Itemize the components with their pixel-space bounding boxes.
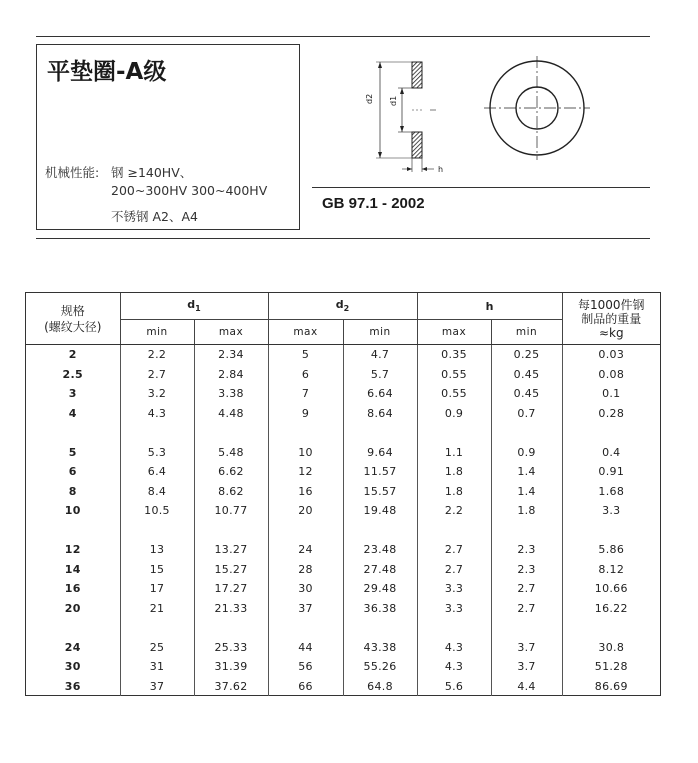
value-cell: 2.2 xyxy=(417,501,491,521)
table-row xyxy=(26,501,660,521)
spacer-cell xyxy=(562,521,660,541)
d1-header: $d_1$ xyxy=(120,293,268,320)
spec-header xyxy=(26,293,120,345)
value-cell: 1.4 xyxy=(491,482,562,502)
washer-drawing xyxy=(350,48,610,178)
upper-right-rule xyxy=(312,187,650,188)
value-cell: 0.03 xyxy=(598,348,625,362)
size-cell: 6 xyxy=(26,462,120,482)
value-cell: 1.8 xyxy=(491,501,562,521)
lower-rule xyxy=(36,238,650,239)
value-cell: 6 xyxy=(268,365,343,385)
value-cell: 13 xyxy=(120,540,194,560)
spacer-cell xyxy=(562,423,660,443)
value-cell: 8.4 xyxy=(120,482,194,502)
weight-header xyxy=(562,293,660,345)
spacer-cell xyxy=(343,521,417,541)
value-cell: 27.48 xyxy=(343,560,417,580)
value-cell: 10.66 xyxy=(594,582,628,596)
group-spacer xyxy=(26,423,660,443)
spacer-cell xyxy=(26,618,120,638)
value-cell: 23.48 xyxy=(343,540,417,560)
spacer-cell xyxy=(562,618,660,638)
value-cell: 6.4 xyxy=(120,462,194,482)
value-cell: 15.27 xyxy=(194,560,268,580)
value-cell: 4.4 xyxy=(491,677,562,697)
d1-max-header: max xyxy=(194,320,268,345)
value-cell: 37 xyxy=(120,677,194,697)
value-cell: 10.5 xyxy=(120,501,194,521)
value-cell: 19.48 xyxy=(343,501,417,521)
value-cell: 2.3 xyxy=(491,560,562,580)
value-cell: 86.69 xyxy=(594,679,628,693)
value-cell: 4.3 xyxy=(417,657,491,677)
value-cell: 4.3 xyxy=(120,404,194,424)
table-row xyxy=(26,365,660,385)
spacer-cell xyxy=(26,521,120,541)
value-cell: 17 xyxy=(120,579,194,599)
value-cell: 17.27 xyxy=(194,579,268,599)
weight-header-text: 每1000件钢 制品的重量 ≈kg xyxy=(578,297,645,340)
value-cell: 15 xyxy=(120,560,194,580)
value-cell: 55.26 xyxy=(343,657,417,677)
value-cell: 1.1 xyxy=(417,443,491,463)
size-cell: 30 xyxy=(26,657,120,677)
value-cell: 4.3 xyxy=(417,638,491,658)
value-cell: 21.33 xyxy=(194,599,268,619)
value-cell: 8.62 xyxy=(194,482,268,502)
section-view xyxy=(376,62,436,172)
value-cell: 0.7 xyxy=(491,404,562,424)
value-cell: 30 xyxy=(268,579,343,599)
value-cell: 3.38 xyxy=(194,384,268,404)
group-spacer xyxy=(26,521,660,541)
value-cell: 5.48 xyxy=(194,443,268,463)
spec-table xyxy=(26,293,660,696)
value-cell: 0.45 xyxy=(491,365,562,385)
value-cell: 3.7 xyxy=(491,657,562,677)
value-cell: 9 xyxy=(268,404,343,424)
value-cell: 13.27 xyxy=(194,540,268,560)
value-cell: 10 xyxy=(268,443,343,463)
value-cell: 2.7 xyxy=(417,540,491,560)
value-cell: 30.8 xyxy=(598,640,625,654)
spacer-cell xyxy=(120,423,194,443)
value-cell: 31.39 xyxy=(194,657,268,677)
value-cell: 28 xyxy=(268,560,343,580)
h-min-header: min xyxy=(491,320,562,345)
table-row xyxy=(26,384,660,404)
d2-header: $d_2$ xyxy=(268,293,417,320)
value-cell: 0.45 xyxy=(491,384,562,404)
size-cell: 5 xyxy=(26,443,120,463)
table-row xyxy=(26,579,660,599)
h-max-header: max xyxy=(417,320,491,345)
size-cell: 12 xyxy=(26,540,120,560)
d1-label: d1 xyxy=(389,95,398,106)
value-cell: 37 xyxy=(268,599,343,619)
d2-min-header: min xyxy=(343,320,417,345)
value-cell: 2.34 xyxy=(194,345,268,365)
value-cell: 10.77 xyxy=(194,501,268,521)
value-cell: 0.9 xyxy=(491,443,562,463)
table-row xyxy=(26,482,660,502)
value-cell: 5.6 xyxy=(417,677,491,697)
value-cell: 1.4 xyxy=(491,462,562,482)
value-cell: 5 xyxy=(268,345,343,365)
value-cell: 0.28 xyxy=(598,406,625,420)
standard-number: GB 97.1 - 2002 xyxy=(322,195,425,212)
properties-line-3: 不锈钢 A2、A4 xyxy=(111,209,198,224)
value-cell: 0.08 xyxy=(598,367,625,381)
value-cell: 51.28 xyxy=(594,660,628,674)
value-cell: 5.7 xyxy=(343,365,417,385)
value-cell: 2.7 xyxy=(491,599,562,619)
value-cell: 6.62 xyxy=(194,462,268,482)
d1-min-header: min xyxy=(120,320,194,345)
value-cell: 6.64 xyxy=(343,384,417,404)
spec-table-frame xyxy=(25,292,661,696)
d2-label: d2 xyxy=(365,93,374,104)
value-cell: 0.55 xyxy=(417,384,491,404)
table-row xyxy=(26,462,660,482)
value-cell: 25.33 xyxy=(194,638,268,658)
spacer-cell xyxy=(268,618,343,638)
table-row xyxy=(26,540,660,560)
spacer-cell xyxy=(194,521,268,541)
value-cell: 1.8 xyxy=(417,462,491,482)
value-cell: 21 xyxy=(120,599,194,619)
spacer-cell xyxy=(120,618,194,638)
value-cell: 8.64 xyxy=(343,404,417,424)
size-cell: 10 xyxy=(26,501,120,521)
spacer-cell xyxy=(417,618,491,638)
value-cell: 3.7 xyxy=(491,638,562,658)
properties-line-1: 钢 ≥140HV、 xyxy=(111,165,193,180)
top-rule xyxy=(36,36,650,37)
size-cell: 36 xyxy=(26,677,120,697)
title-box xyxy=(36,44,300,230)
spacer-cell xyxy=(491,618,562,638)
table-row xyxy=(26,638,660,658)
value-cell: 16 xyxy=(268,482,343,502)
spacer-cell xyxy=(268,423,343,443)
value-cell: 37.62 xyxy=(194,677,268,697)
spacer-cell xyxy=(26,423,120,443)
value-cell: 15.57 xyxy=(343,482,417,502)
spacer-cell xyxy=(491,521,562,541)
h-label: h xyxy=(438,165,444,174)
front-view xyxy=(484,56,590,160)
table-row xyxy=(26,443,660,463)
size-cell: 14 xyxy=(26,560,120,580)
value-cell: 3.2 xyxy=(120,384,194,404)
table-row xyxy=(26,657,660,677)
value-cell: 16.22 xyxy=(594,601,628,615)
value-cell: 7 xyxy=(268,384,343,404)
spacer-cell xyxy=(417,423,491,443)
size-cell: 16 xyxy=(26,579,120,599)
h-header: h xyxy=(417,293,562,320)
value-cell: 8.12 xyxy=(598,562,625,576)
value-cell: 29.48 xyxy=(343,579,417,599)
properties-label: 机械性能: xyxy=(45,165,100,180)
size-cell: 3 xyxy=(26,384,120,404)
properties-line-2: 200~300HV 300~400HV xyxy=(111,183,268,198)
value-cell: 1.8 xyxy=(417,482,491,502)
value-cell: 2.7 xyxy=(120,365,194,385)
size-cell: 2.5 xyxy=(26,365,120,385)
value-cell: 36.38 xyxy=(343,599,417,619)
value-cell: 0.91 xyxy=(598,465,625,479)
value-cell: 25 xyxy=(120,638,194,658)
value-cell: 2.2 xyxy=(120,345,194,365)
value-cell: 20 xyxy=(268,501,343,521)
spacer-cell xyxy=(343,423,417,443)
table-row xyxy=(26,599,660,619)
value-cell: 0.9 xyxy=(417,404,491,424)
page-title: 平垫圈-A级 xyxy=(47,59,167,85)
value-cell: 3.3 xyxy=(417,579,491,599)
table-row xyxy=(26,677,660,697)
group-spacer xyxy=(26,618,660,638)
size-cell: 2 xyxy=(26,345,120,365)
value-cell: 0.4 xyxy=(602,445,621,459)
value-cell: 64.8 xyxy=(343,677,417,697)
value-cell: 2.84 xyxy=(194,365,268,385)
value-cell: 2.7 xyxy=(417,560,491,580)
spacer-cell xyxy=(491,423,562,443)
value-cell: 24 xyxy=(268,540,343,560)
spacer-cell xyxy=(194,423,268,443)
value-cell: 3.3 xyxy=(417,599,491,619)
spec-header-text: 规格 (螺纹大径) xyxy=(44,303,102,334)
size-cell: 4 xyxy=(26,404,120,424)
value-cell: 9.64 xyxy=(343,443,417,463)
value-cell: 43.38 xyxy=(343,638,417,658)
value-cell: 5.3 xyxy=(120,443,194,463)
size-cell: 8 xyxy=(26,482,120,502)
value-cell: 0.55 xyxy=(417,365,491,385)
size-cell: 24 xyxy=(26,638,120,658)
value-cell: 44 xyxy=(268,638,343,658)
value-cell: 0.1 xyxy=(602,387,621,401)
table-row xyxy=(26,560,660,580)
spacer-cell xyxy=(343,618,417,638)
table-row xyxy=(26,345,660,365)
spacer-cell xyxy=(417,521,491,541)
value-cell: 5.86 xyxy=(598,543,625,557)
value-cell: 1.68 xyxy=(598,484,625,498)
spacer-cell xyxy=(194,618,268,638)
spacer-cell xyxy=(268,521,343,541)
value-cell: 66 xyxy=(268,677,343,697)
value-cell: 0.25 xyxy=(491,345,562,365)
table-row xyxy=(26,404,660,424)
value-cell: 3.3 xyxy=(602,504,621,518)
value-cell: 4.7 xyxy=(343,345,417,365)
value-cell: 31 xyxy=(120,657,194,677)
spacer-cell xyxy=(120,521,194,541)
value-cell: 11.57 xyxy=(343,462,417,482)
value-cell: 0.35 xyxy=(417,345,491,365)
value-cell: 4.48 xyxy=(194,404,268,424)
value-cell: 12 xyxy=(268,462,343,482)
size-cell: 20 xyxy=(26,599,120,619)
value-cell: 2.3 xyxy=(491,540,562,560)
d2-max-header: max xyxy=(268,320,343,345)
value-cell: 56 xyxy=(268,657,343,677)
value-cell: 2.7 xyxy=(491,579,562,599)
